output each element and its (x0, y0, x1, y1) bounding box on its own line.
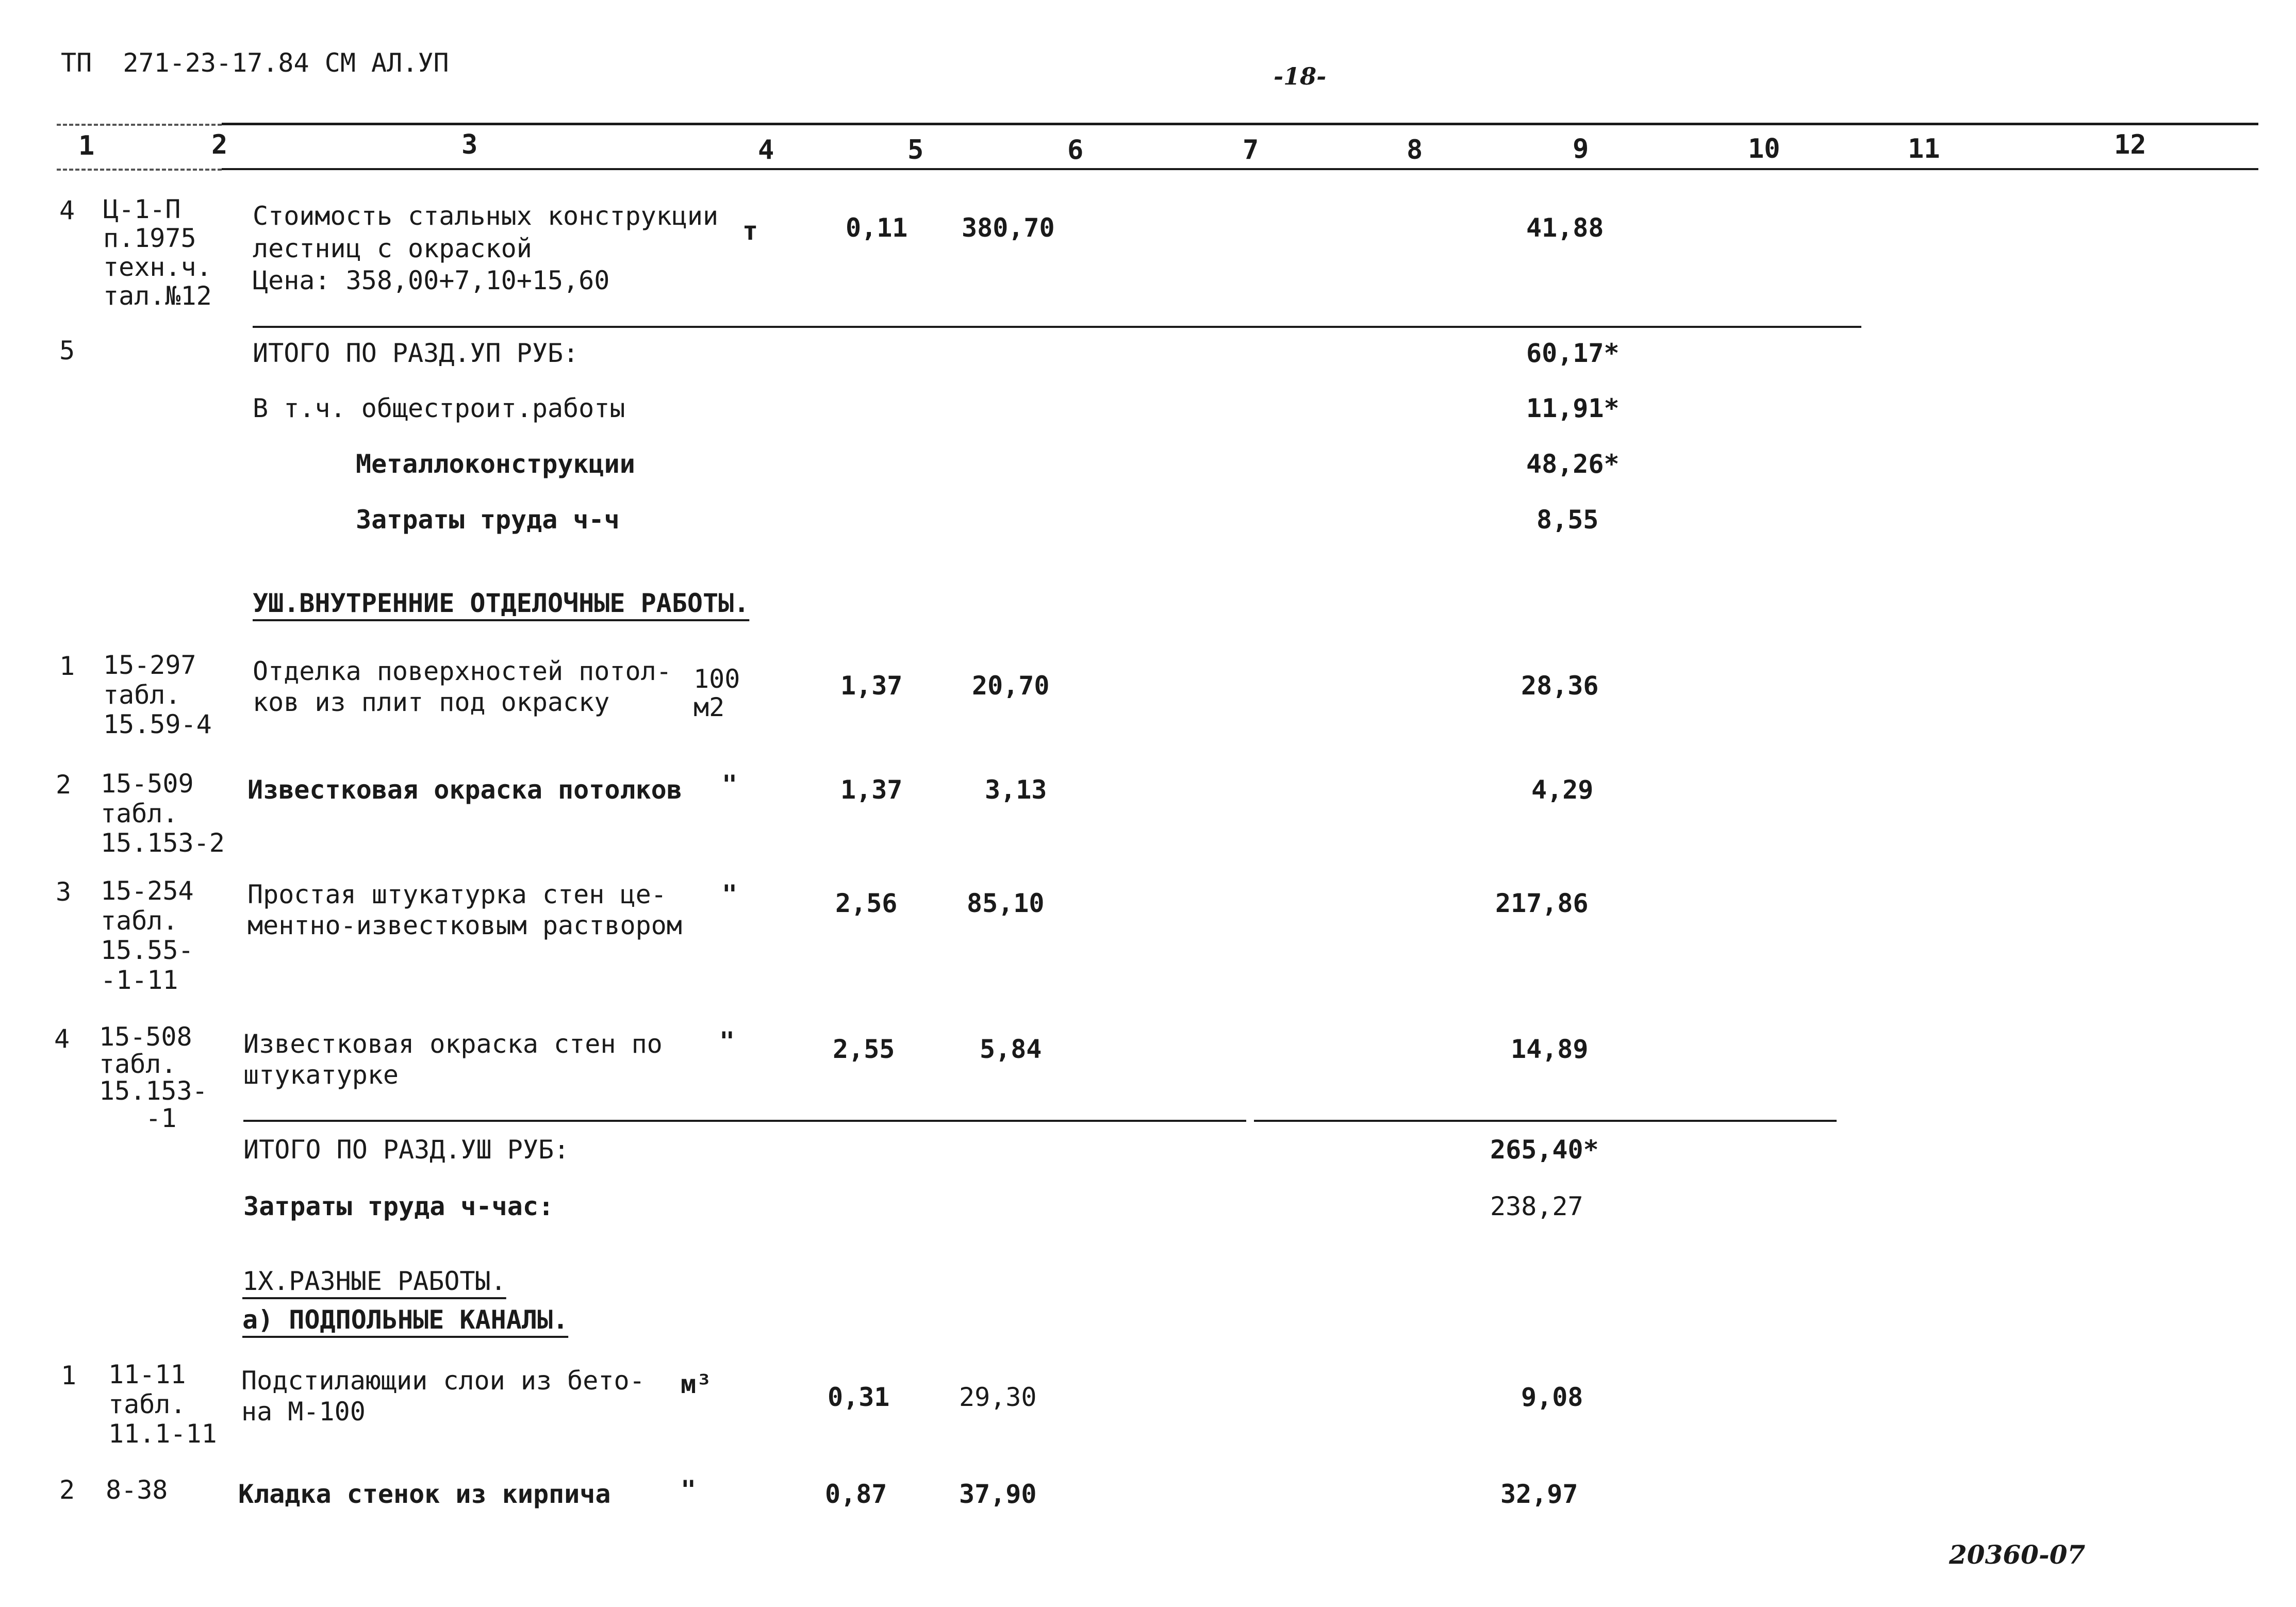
unit: " (722, 880, 738, 909)
rate-code: 8-38 (106, 1475, 168, 1505)
column-number-11: 11 (1908, 134, 1940, 164)
column-number-3: 3 (461, 129, 478, 160)
row-number: 1 (59, 651, 75, 681)
quantity: 0,87 (825, 1479, 887, 1509)
section-heading: 1Х.РАЗНЫЕ РАБОТЫ. (242, 1266, 506, 1296)
item-description: Простая штукатурка стен це- ментно-известковым раствором (247, 880, 682, 940)
item-description: Отделка поверхностей потол- ков из плит под окраску (253, 656, 672, 717)
quantity: 1,37 (840, 671, 903, 701)
total-cost: 217,86 (1495, 888, 1589, 918)
unit-price: 29,30 (959, 1382, 1037, 1412)
column-number-4: 4 (758, 135, 774, 165)
item-description: Кладка стенок из кирпича (238, 1479, 611, 1509)
subtotal-rule-right (1254, 1120, 1837, 1122)
column-number-12: 12 (2114, 129, 2146, 160)
section-heading: УШ.ВНУТРЕННИЕ ОТДЕЛОЧНЫЕ РАБОТЫ. (253, 588, 750, 618)
total-cost: 4,29 (1531, 775, 1594, 805)
rate-code: 11-11 табл. 11.1-11 (108, 1360, 217, 1449)
quantity: 0,11 (846, 213, 908, 243)
rate-code: 15-508 табл. 15.153- -1 (99, 1022, 208, 1133)
row-number: 4 (54, 1024, 70, 1054)
rate-code: 15-254 табл. 15.55- -1-11 (101, 876, 194, 995)
total-cost: 14,89 (1511, 1034, 1589, 1064)
subtotal-rule-left (243, 1120, 1246, 1122)
unit-price: 37,90 (959, 1479, 1037, 1509)
column-number-8: 8 (1407, 135, 1423, 165)
archive-stamp: 20360-07 (1949, 1539, 2086, 1570)
total-cost: 28,36 (1521, 671, 1599, 701)
row-number: 3 (56, 877, 72, 907)
rate-code: Ц-1-П п.1975 техн.ч. тал.№12 (103, 194, 212, 311)
item-description: Известковая окраска потолков (247, 775, 682, 805)
total-cost: 9,08 (1521, 1382, 1583, 1412)
quantity: 2,55 (833, 1034, 895, 1064)
unit-price: 3,13 (985, 775, 1047, 805)
unit: м³ (681, 1369, 712, 1399)
column-number-10: 10 (1748, 134, 1780, 164)
item-description: Подстилающии слои из бето- на М-100 (241, 1366, 645, 1427)
total-cost: 32,97 (1500, 1479, 1578, 1509)
header-top-rule (222, 123, 2258, 125)
row-number: 4 (59, 195, 75, 225)
unit: " (722, 770, 738, 800)
unit-price: 85,10 (967, 888, 1045, 918)
quantity: 0,31 (828, 1382, 890, 1412)
total-cost: 11,91* (1526, 393, 1620, 423)
item-description: ИТОГО ПО РАЗД.УП РУБ: (253, 338, 579, 368)
subsection-heading: а) ПОДПОЛЬНЫЕ КАНАЛЫ. (242, 1305, 569, 1335)
row-number: 1 (61, 1361, 77, 1390)
header-bottom-rule (222, 168, 2258, 170)
page-number: -18- (1274, 62, 1327, 90)
column-number-9: 9 (1573, 134, 1589, 164)
unit-price: 20,70 (972, 671, 1050, 701)
item-description: Металлоконструкции (356, 449, 635, 479)
rate-code: 15-509 табл. 15.153-2 (101, 769, 225, 858)
item-description: Затраты труда ч-час: (243, 1191, 554, 1221)
document-code: ТП 271-23-17.84 СМ АЛ.УП (61, 48, 449, 78)
column-number-6: 6 (1067, 135, 1084, 165)
subtotal-rule (253, 326, 1861, 328)
item-description: Стоимость стальных конструкции лестниц с окраской Цена: 358,00+7,10+15,60 (253, 201, 719, 295)
row-number: 2 (56, 770, 72, 800)
column-number-7: 7 (1243, 135, 1259, 165)
item-description: В т.ч. общестроит.работы (253, 393, 625, 423)
row-number: 5 (59, 336, 75, 366)
total-cost: 41,88 (1526, 213, 1604, 243)
total-cost: 60,17* (1526, 338, 1620, 368)
total-cost: 8,55 (1537, 505, 1599, 535)
header-bottom-rule-dashed (57, 169, 222, 171)
unit-price: 5,84 (980, 1034, 1042, 1064)
quantity: 2,56 (835, 888, 898, 918)
column-number-5: 5 (907, 135, 924, 165)
unit: т (742, 216, 758, 246)
total-cost: 265,40* (1490, 1135, 1599, 1165)
unit: " (719, 1026, 735, 1056)
item-description: Известковая окраска стен по штукатурке (243, 1029, 663, 1090)
quantity: 1,37 (840, 775, 903, 805)
column-number-2: 2 (211, 129, 228, 160)
total-cost: 238,27 (1490, 1191, 1583, 1221)
total-cost: 48,26* (1526, 449, 1620, 479)
rate-code: 15-297 табл. 15.59-4 (103, 650, 212, 739)
column-number-1: 1 (78, 130, 95, 161)
item-description: Затраты труда ч-ч (356, 505, 620, 535)
unit: 100 м2 (693, 664, 740, 722)
row-number: 2 (59, 1475, 75, 1505)
unit-price: 380,70 (962, 213, 1055, 243)
item-description: ИТОГО ПО РАЗД.УШ РУБ: (243, 1135, 570, 1165)
unit: " (681, 1475, 697, 1505)
header-top-rule-dashed (57, 124, 222, 126)
